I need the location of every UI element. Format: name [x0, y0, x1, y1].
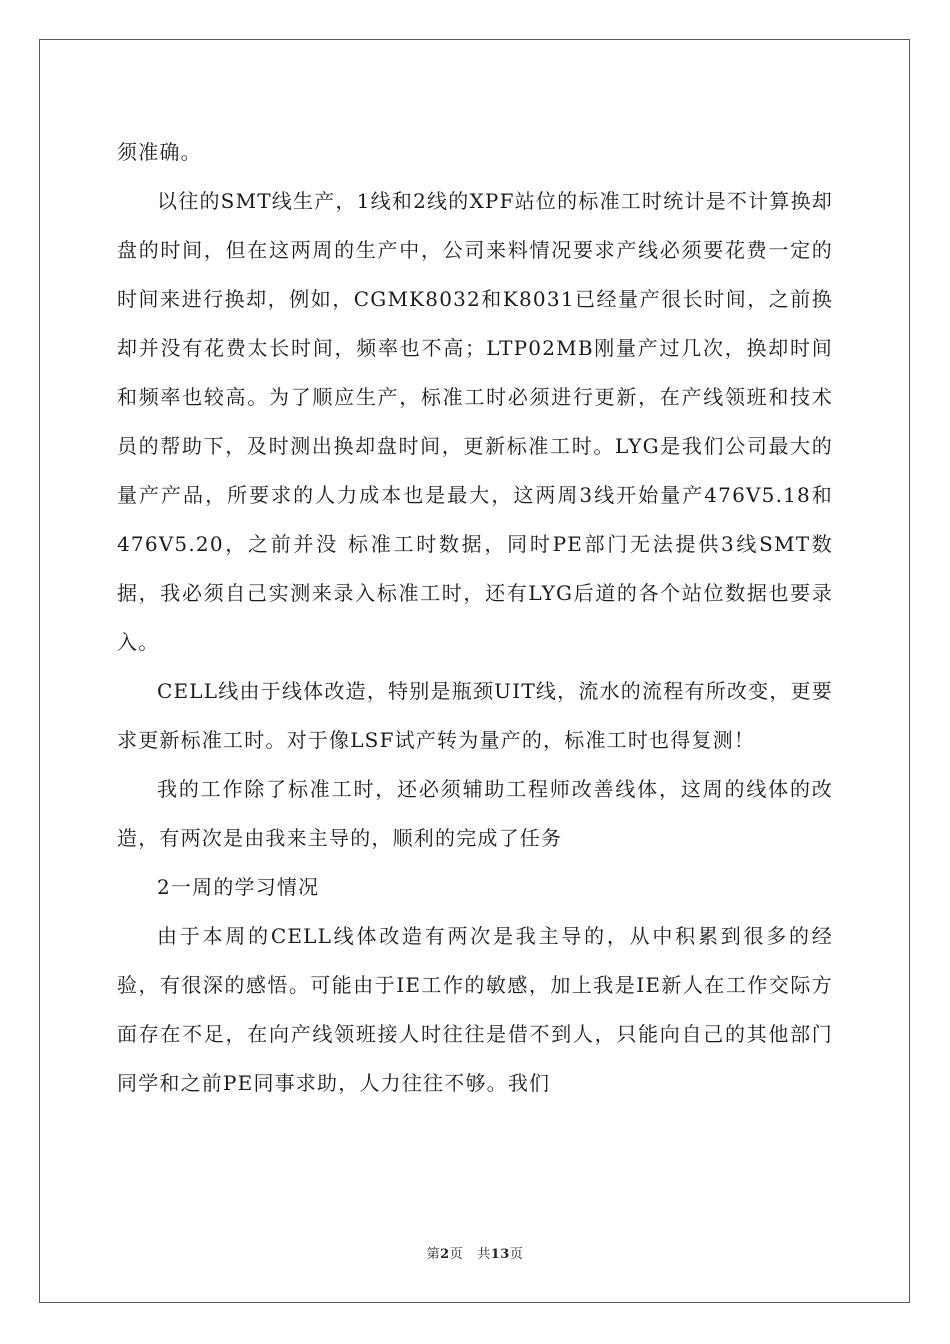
paragraph-2: 以往的SMT线生产，1线和2线的XPF站位的标准工时统计是不计算换却盘的时间，但在这两周的生产中，公司来料情况要求产线必须要花费一定的时间来进行换却，例如，CGMK8032和K8031已经量产很长时间，之前换却并没有花费太长时间，频率也不高；LTP02MB刚量产过几次，换却时间和频率也较高。为了顺应生产，标准工时必须进行更新，在产线领班和技术员的帮助下，及时测出换却盘时间，更新标准工时。LYG是我们公司最大的量产产品，所要求的人力成本也是最大，这两周3线开始量产476V5.18和476V5.20，之前并没 标准工时数据，同时PE部门无法提供3线SMT数据，我必须自己实测来录入标准工时，还有LYG后道的各个站位数据也要录入。: [117, 189, 833, 654]
total-pages: 13: [490, 1247, 510, 1262]
paragraph-4: 我的工作除了标准工时，还必须辅助工程师改善线体，这周的线体的改造，有两次是由我来主导的，顺利的完成了任务: [117, 777, 833, 850]
page-number: 2: [440, 1247, 450, 1262]
page-prefix: 第: [426, 1247, 441, 1262]
page-suffix: 页: [449, 1247, 464, 1262]
total-suffix: 页: [509, 1247, 524, 1262]
page-footer: [0, 1243, 950, 1262]
section-heading: 2一周的学习情况: [157, 875, 320, 899]
total-prefix: 共: [477, 1247, 491, 1262]
paragraph-3: CELL线由于线体改造，特别是瓶颈UIT线，流水的流程有所改变，更要求更新标准工时。对于像LSF试产转为量产的，标准工时也得复测！: [117, 679, 833, 752]
paragraph-5: 由于本周的CELL线体改造有两次是我主导的，从中积累到很多的经验，有很深的感悟。可能由于IE工作的敏感，加上我是IE新人在工作交际方面存在不足，在向产线领班接人时往往是借不到人，只能向自己的其他部门同学和之前PE同事求助，人力往往不够。我们: [117, 924, 833, 1095]
document-body: [117, 128, 833, 1108]
paragraph-1: 须准确。: [117, 140, 202, 164]
